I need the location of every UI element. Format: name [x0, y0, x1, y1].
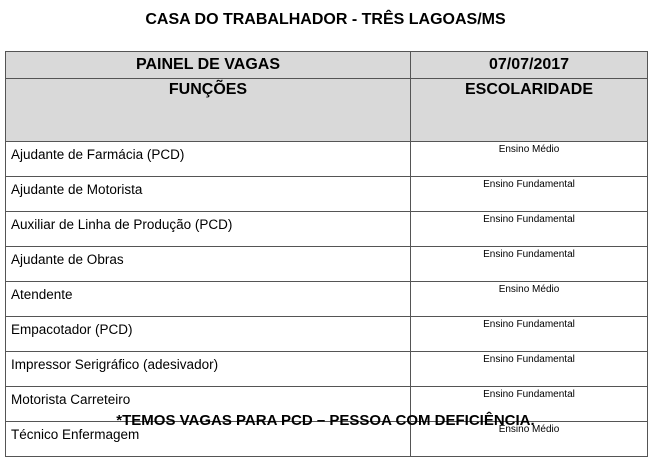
escolaridade-cell: Ensino Fundamental	[411, 387, 648, 422]
panel-date: 07/07/2017	[411, 52, 648, 79]
escolaridade-cell: Ensino Fundamental	[411, 352, 648, 387]
funcao-cell: Impressor Serigráfico (adesivador)	[6, 352, 411, 387]
table-header-row	[6, 52, 648, 79]
table-row	[6, 317, 648, 352]
column-header-escolaridade: ESCOLARIDADE	[411, 79, 648, 142]
escolaridade-cell: Ensino Médio	[411, 142, 648, 177]
funcao-cell: Atendente	[6, 282, 411, 317]
table-row	[6, 247, 648, 282]
table-row	[6, 212, 648, 247]
funcao-cell: Auxiliar de Linha de Produção (PCD)	[6, 212, 411, 247]
funcao-cell: Motorista Carreteiro	[6, 387, 411, 422]
escolaridade-cell: Ensino Fundamental	[411, 247, 648, 282]
column-header-funcoes: FUNÇÕES	[6, 79, 411, 142]
vacancy-table	[5, 51, 648, 457]
table-row	[6, 352, 648, 387]
column-header-row	[6, 79, 648, 142]
escolaridade-cell: Ensino Fundamental	[411, 177, 648, 212]
escolaridade-cell: Ensino Fundamental	[411, 317, 648, 352]
funcao-cell: Ajudante de Obras	[6, 247, 411, 282]
escolaridade-cell: Ensino Médio	[411, 282, 648, 317]
table-row	[6, 282, 648, 317]
funcao-cell: Ajudante de Farmácia (PCD)	[6, 142, 411, 177]
funcao-cell: Técnico Enfermagem	[6, 422, 411, 457]
funcao-cell: Empacotador (PCD)	[6, 317, 411, 352]
funcao-cell: Ajudante de Motorista	[6, 177, 411, 212]
table-body	[6, 142, 648, 457]
panel-label: PAINEL DE VAGAS	[6, 52, 411, 79]
escolaridade-cell: Ensino Fundamental	[411, 212, 648, 247]
table-row	[6, 142, 648, 177]
escolaridade-cell: Ensino Médio	[411, 422, 648, 457]
table-row	[6, 177, 648, 212]
footer-note: *TEMOS VAGAS PARA PCD – PESSOA COM DEFICIÊNCIA.	[116, 412, 535, 429]
page-title: CASA DO TRABALHADOR - TRÊS LAGOAS/MS	[145, 11, 506, 28]
